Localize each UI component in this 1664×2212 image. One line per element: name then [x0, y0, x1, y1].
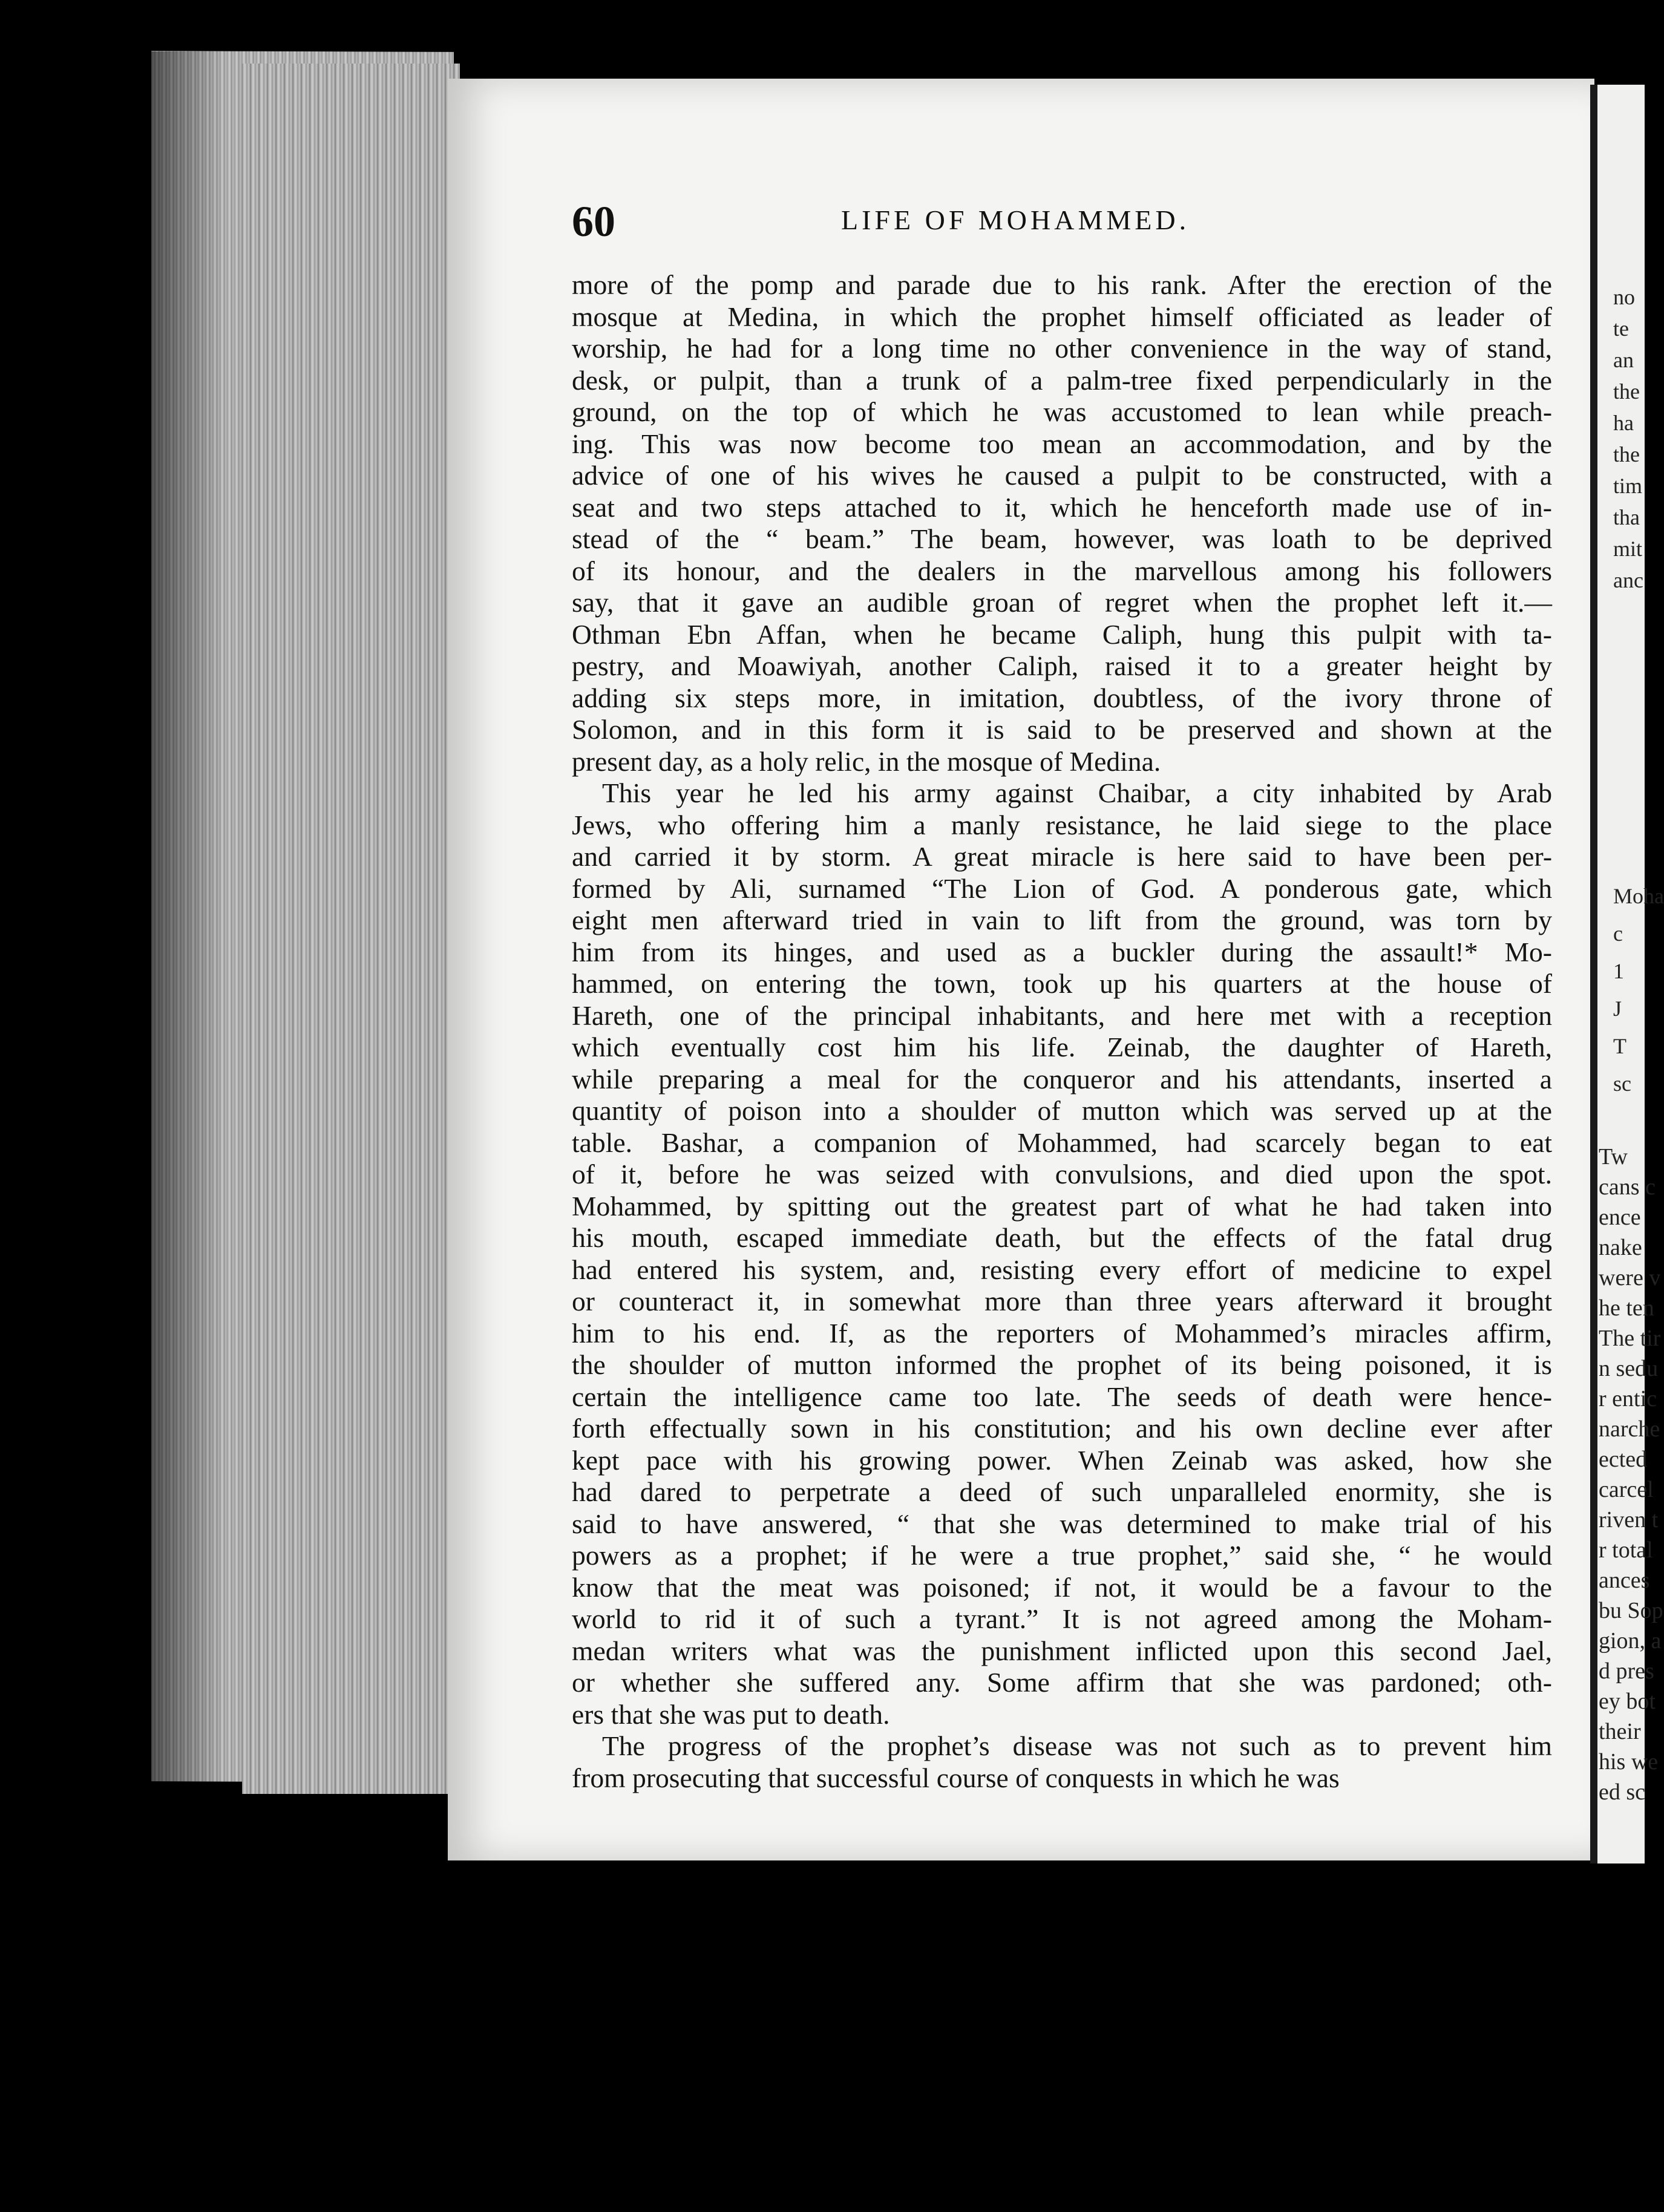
facing-page-text: his we [1599, 1749, 1659, 1775]
text-line: table. Bashar, a companion of Mohammed, had scarcely began to eat [572, 1127, 1552, 1158]
text-line: advice of one of his wives he caused a pulpit to be constructed, with a [572, 460, 1552, 491]
text-line: adding six steps more, in imitation, doubtless, of the ivory throne of [572, 682, 1552, 713]
text-line: certain the intelligence came too late. The seeds of death were hence- [572, 1381, 1552, 1412]
facing-page-text: ence [1599, 1205, 1641, 1230]
text-line: medan writers what was the punishment inflicted upon this second Jael, [572, 1635, 1552, 1666]
text-line: Jews, who offering him a manly resistance, he laid siege to the place [572, 809, 1552, 840]
text-line: desk, or pulpit, than a trunk of a palm-tree fixed perpendicularly in the [572, 364, 1552, 396]
text-line: more of the pomp and parade due to his rank. After the erection of the [572, 269, 1552, 300]
facing-page-text: narche [1599, 1416, 1660, 1442]
text-line: his mouth, escaped immediate death, but the effects of the fatal drug [572, 1222, 1552, 1253]
text-line: ing. This was now become too mean an accommodation, and by the [572, 428, 1552, 459]
text-line: hammed, on entering the town, took up his quarters at the house of [572, 968, 1552, 999]
text-line: worship, he had for a long time no other convenience in the way of stand, [572, 333, 1552, 364]
facing-page-text: were v [1599, 1265, 1661, 1291]
text-line: him to his end. If, as the reporters of Mohammed’s miracles affirm, [572, 1317, 1552, 1349]
page-edges-shadow [151, 51, 224, 1782]
text-line: or whether she suffered any. Some affirm that she was pardoned; oth- [572, 1667, 1552, 1698]
text-line: and carried it by storm. A great miracle is here said to have been per- [572, 841, 1552, 872]
text-line: say, that it gave an audible groan of regret when the prophet left it.— [572, 587, 1552, 618]
text-line: stead of the “ beam.” The beam, however, was loath to be deprived [572, 523, 1552, 554]
facing-page-text: an [1613, 348, 1634, 372]
facing-page-text: The tir [1599, 1326, 1661, 1351]
text-line: formed by Ali, surnamed “The Lion of God. A ponderous gate, which [572, 872, 1552, 904]
text-line: know that the meat was poisoned; if not, it would be a favour to the [572, 1571, 1552, 1603]
facing-page-fragment [1597, 85, 1664, 1864]
text-line: the shoulder of mutton informed the prophet of its being poisoned, it is [572, 1349, 1552, 1380]
facing-page-text: c [1613, 921, 1623, 946]
text-line: ers that she was put to death. [572, 1698, 890, 1730]
text-line: seat and two steps attached to it, which he henceforth made use of in- [572, 491, 1552, 523]
text-line: The progress of the prophet’s disease was not such as to prevent him [602, 1730, 1552, 1761]
facing-page-text: sc [1613, 1072, 1631, 1096]
text-line: Solomon, and in this form it is said to be preserved and shown at the [572, 714, 1552, 745]
text-line: Othman Ebn Affan, when he became Caliph, hung this pulpit with ta- [572, 618, 1552, 650]
text-line: Mohammed, by spitting out the greatest part of what he had taken into [572, 1190, 1552, 1222]
page-number: 60 [572, 197, 615, 246]
facing-page-text: J [1613, 996, 1622, 1021]
text-line: said to have answered, “ that she was determined to make trial of his [572, 1508, 1552, 1539]
text-line: mosque at Medina, in which the prophet himself officiated as leader of [572, 301, 1552, 332]
facing-page-text: ed sc [1599, 1779, 1646, 1805]
text-line: from prosecuting that successful course of conquests in which he was [572, 1762, 1340, 1793]
text-line: forth effectually sown in his constitution; and his own decline ever after [572, 1413, 1552, 1444]
text-line: Hareth, one of the principal inhabitants, and here met with a reception [572, 1000, 1552, 1031]
text-line: present day, as a holy relic, in the mosque of Medina. [572, 745, 1161, 777]
text-line: had entered his system, and, resisting every effort of medicine to expel [572, 1254, 1552, 1285]
facing-page-text: Tw [1599, 1144, 1628, 1170]
facing-page-text: ances [1599, 1568, 1650, 1593]
text-line: him from its hinges, and used as a buckler during the assault!* Mo- [572, 936, 1552, 967]
facing-page-text: gion, a [1599, 1628, 1662, 1654]
text-line: had dared to perpetrate a deed of such unparalleled enormity, she is [572, 1476, 1552, 1507]
text-line: while preparing a meal for the conqueror and his attendants, inserted a [572, 1063, 1552, 1095]
text-line: or counteract it, in somewhat more than three years afterward it brought [572, 1286, 1552, 1317]
facing-page-text: Moha [1613, 884, 1664, 908]
facing-page-text: their [1599, 1719, 1641, 1744]
running-title: LIFE OF MOHAMMED. [841, 205, 1190, 235]
facing-page-text: r entic [1599, 1386, 1657, 1412]
body-text [572, 269, 1552, 1794]
facing-page-text: carcel [1599, 1477, 1654, 1502]
page-edges-inner [242, 64, 460, 1794]
facing-page-text: he ten [1599, 1295, 1654, 1321]
page-header [572, 197, 1552, 245]
facing-page-text: the [1613, 379, 1640, 404]
facing-page-text: riven t [1599, 1507, 1659, 1533]
facing-page-text: 1 [1613, 959, 1624, 983]
text-line: world to rid it of such a tyrant.” It is not agreed among the Moham- [572, 1603, 1552, 1634]
text-line: eight men afterward tried in vain to lift from the ground, was torn by [572, 905, 1552, 935]
facing-page-text: ey bot [1599, 1689, 1656, 1714]
text-line: quantity of poison into a shoulder of mutton which was served up at the [572, 1095, 1552, 1126]
text-line: of it, before he was seized with convulsions, and died upon the spot. [572, 1159, 1552, 1189]
facing-page-text: bu Sop [1599, 1598, 1663, 1623]
facing-page-text: mit [1613, 537, 1643, 561]
facing-page-text: d pres [1599, 1658, 1654, 1684]
facing-page-text: cans c [1599, 1174, 1656, 1200]
text-line: of its honour, and the dealers in the marvellous among his followers [572, 555, 1552, 586]
facing-page-text: anc [1613, 568, 1643, 592]
text-line: powers as a prophet; if he were a true prophet,” said she, “ he would [572, 1540, 1552, 1571]
facing-page-text: tha [1613, 505, 1640, 529]
facing-page-text: n sedu [1599, 1356, 1659, 1381]
facing-page-text: tim [1613, 474, 1643, 498]
facing-page-text: te [1613, 316, 1629, 341]
facing-page-text: T [1613, 1034, 1626, 1058]
facing-page-text: ha [1613, 411, 1634, 435]
text-line: pestry, and Moawiyah, another Caliph, raised it to a greater height by [572, 650, 1552, 681]
facing-page-text: the [1613, 442, 1640, 466]
facing-page-text: r total [1599, 1537, 1653, 1563]
text-line: This year he led his army against Chaibar, a city inhabited by Arab [602, 777, 1552, 808]
text-line: which eventually cost him his life. Zeinab, the daughter of Hareth, [572, 1032, 1552, 1062]
facing-page-text: ected [1599, 1447, 1648, 1472]
text-line: ground, on the top of which he was accustomed to lean while preach- [572, 396, 1552, 427]
facing-page-text: no [1613, 285, 1635, 309]
text-line: kept pace with his growing power. When Zeinab was asked, how she [572, 1444, 1552, 1476]
facing-page-text: nake [1599, 1235, 1642, 1260]
